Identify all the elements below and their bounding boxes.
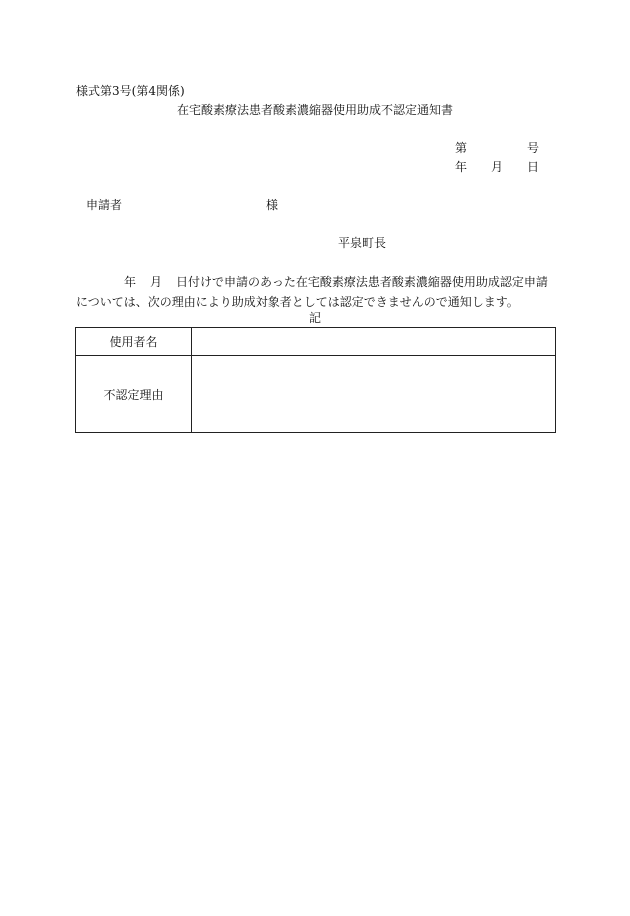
details-table (75, 327, 556, 433)
issuer-name: 平泉町長 (338, 236, 387, 250)
body-date-year: 年 (124, 275, 137, 289)
rejection-reason-label: 不認定理由 (76, 356, 192, 433)
user-name-value[interactable] (192, 328, 556, 356)
document-number-prefix: 第 (455, 141, 468, 155)
applicant-honorific: 様 (266, 198, 279, 212)
date-day: 日 (526, 160, 539, 174)
applicant-label: 申請者 (86, 198, 123, 212)
user-name-label: 使用者名 (76, 328, 192, 356)
document-title: 在宅酸素療法患者酸素濃縮器使用助成不認定通知書 (176, 103, 453, 117)
body-text: 日付けで申請のあった在宅酸素療法患者酸素濃縮器使用助成認定申請については、次の理由により助成対象者としては認定できませんので通知します。 (76, 275, 548, 309)
table-row (76, 328, 556, 356)
ki-heading: 記 (308, 311, 321, 325)
document-number-suffix: 号 (526, 141, 539, 155)
date-month: 月 (490, 160, 503, 174)
date-year: 年 (455, 160, 468, 174)
table-row (76, 356, 556, 433)
issue-date (455, 160, 539, 174)
rejection-reason-value[interactable] (192, 356, 556, 433)
body-date-month: 月 (150, 275, 163, 289)
notification-body (76, 272, 556, 312)
document-number (455, 141, 539, 155)
form-number: 様式第3号(第4関係) (76, 84, 185, 98)
